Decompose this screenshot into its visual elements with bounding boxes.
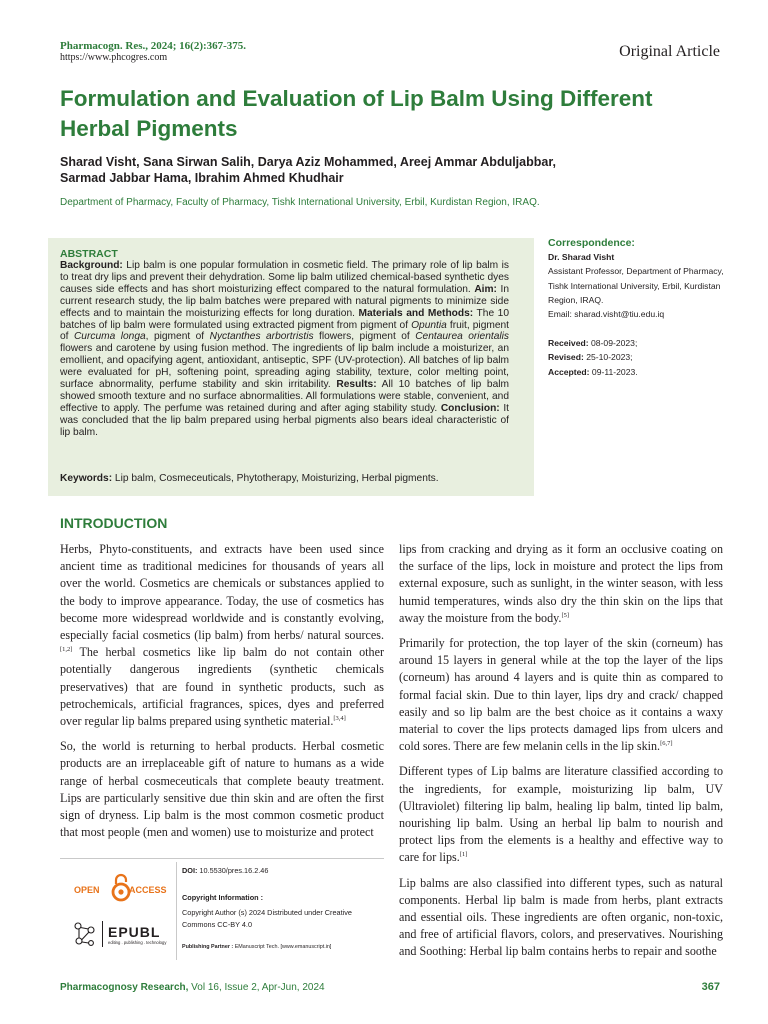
introduction-heading: INTRODUCTION [60, 515, 168, 531]
paragraph [399, 763, 723, 866]
revised-date [548, 350, 738, 364]
species-name: Opuntia [411, 319, 447, 331]
correspondence-position: Assistant Professor, Department of Pharmacy, Tishk International University, Erbil, Kurdistan Region, IRAQ. [548, 266, 724, 305]
background-label: Background: [60, 260, 123, 271]
paragraph [399, 875, 723, 961]
keywords [60, 473, 520, 484]
paragraph-text: Herbs, Phyto-constituents, and extracts have been used since ancient time as traditional medicines for thousands of years all over the world. Cosmetics are chemicals or substances applied to the body to improve appearance. Today, the use of cosmetics has become more widespread worldwide and is constantly evolving, especially facial cosmetics (lip balm) from herbs/ natural sources. [60, 542, 384, 643]
received-date [548, 336, 738, 350]
paragraph-text: The herbal cosmetics like lip balm do not contain other potentially dangerous ingredients (synthetic chemicals preservatives) that are found in synthetic products, such as petrochemicals, artificial fragrances, spices, dyes and preferred over regular lip balms prepared using synthetic material. [60, 645, 384, 729]
paragraph [399, 635, 723, 755]
open-access-label: ACCESS [129, 885, 167, 895]
keywords-text: Lip balm, Cosmeceuticals, Phytotherapy, Moisturizing, Herbal pigments. [112, 473, 439, 484]
paragraph-text: lips from cracking and drying as it form an occlusive coating on the surface of the lips, lock in moisture and protect the lips from external exposure, such as sunlight, in the winter season, with less humid temperatures, winds also dry the thin skin on the lips that away the moisture from the body. [399, 542, 723, 625]
received-value: 08-09-2023; [588, 338, 638, 348]
paragraph-text: Lip balms are also classified into different types, such as natural components. Herbal lip balm is made from herbs, plant extracts and essential oils. These ingredients are often organic, non-toxic, and free of artificial flavors, colors, and preservatives. Nourishing and Soothing: Herbal lip balm contains herbs to repair and soothe [399, 875, 723, 959]
page-footer-journal [60, 982, 325, 993]
paragraph-text: So, the world is returning to herbal products. Herbal cosmetic products are an irreplaceable gift of nature to humans as a wide range of herbal cosmeceuticals that complete beauty treatment. Lips are particularly sensitive due thin skin and are often the first sign of dryness. Lip balm is the most common cosmetic product that most people (men and women) use to moisturize and protect [60, 739, 384, 840]
open-access-label: OPEN [74, 885, 100, 895]
methods-label: Materials and Methods: [358, 307, 474, 319]
methods-text: flowers, pigment of [313, 331, 416, 343]
publisher-value: EManuscript Tech. [www.emanuscript.in] [233, 944, 332, 950]
doi-value[interactable]: 10.5530/pres.16.2.46 [197, 866, 269, 875]
publisher-logo-text: EPUBL [108, 924, 161, 940]
paragraph-text: Primarily for protection, the top layer of the skin (corneum) has around 15 layers in general while at the top the layer of the lips (corneum) has around 4 layers and is quite thin as compared to formal facial skin. Due to thin layer, lips dry and crack/ chapped easily and so lip balm are the best choice as it contains a waxy material to cover the lips protects damaged lips from ulcers and cold sores. There are few melanin cells in the lip skin. [399, 636, 723, 754]
revised-value: 25-10-2023; [583, 352, 633, 363]
doi-label: DOI: [182, 866, 198, 875]
author-line-2: Sarmad Jabbar Hama, Ibrahim Ahmed Khudhair [60, 171, 344, 185]
methods-text: The 10 batches of lip balm were formulated using extracted pigment from pigment of [60, 307, 509, 331]
accepted-label: Accepted: [548, 366, 590, 377]
received-label: Received: [548, 338, 589, 348]
species-name: Nyctanthes arbortristis [209, 331, 314, 343]
correspondence-block [548, 236, 738, 321]
citation-ref[interactable]: [6,7] [660, 740, 673, 748]
citation-ref[interactable]: [3,4] [333, 715, 346, 722]
species-name: Curcuma longa [73, 331, 146, 343]
journal-url[interactable]: https://www.phcogres.com [60, 52, 168, 63]
aim-text: In current research study, the lip balm batches were prepared with natural pigments to minimize side effects and to maintain the moisturizing effects for long duration. [60, 283, 509, 319]
results-label: Results: [336, 379, 377, 391]
footer-journal-name: Pharmacognosy Research, [60, 982, 189, 993]
paragraph [60, 738, 384, 841]
affiliation: Department of Pharmacy, Faculty of Pharmacy, Tishk International University, Erbil, Kurdistan Region, IRAQ. [60, 197, 540, 208]
publisher-tagline: editing . publishing . technology [108, 940, 167, 945]
journal-citation: Pharmacogn. Res., 2024; 16(2):367-375. [60, 40, 247, 52]
article-title: Formulation and Evaluation of Lip Balm Using Different Herbal Pigments [60, 86, 653, 141]
keywords-label: Keywords: [60, 473, 113, 484]
article-type: Original Article [619, 43, 720, 60]
network-icon [73, 920, 97, 948]
paragraph [60, 541, 384, 730]
conclusion-label: Conclusion: [440, 402, 500, 414]
copyright-heading: Copyright Information : [182, 893, 264, 902]
background-text: Lip balm is one popular formulation in cosmetic field. The primary role of lip balm is to treat dry lips and prevent their dehydration. Some lip balm utilized chemical-based synthetic dyes causes side effects and has short moisturizing effect compared to the natural formulation. [60, 260, 509, 295]
page-number: 367 [701, 981, 720, 993]
methods-text: , pigment of [145, 331, 210, 343]
license-divider [176, 862, 177, 960]
article-dates [548, 336, 738, 379]
methods-text: flowers and carotene by using fusion method. The ingredients of lip balm include a moisturizer, an emollient, and opacifying agent, antioxidant, antiseptic, SPF (UV-protection). All batches of lip balm were evaluated for pH, softening point, spreading aging stability, texture, color melting point, surface abnormality, perfume stability and skin irritability. [60, 343, 509, 391]
methods-text: fruit, pigment of [60, 319, 510, 343]
copyright-text: Copyright Author (s) 2024 Distributed under Creative Commons CC-BY 4.0 [182, 908, 352, 929]
conclusion-text: It was concluded that the lip balm prepared using herbal pigments also bears ideal characteristic of lip balm. [60, 402, 509, 438]
accepted-date [548, 365, 738, 379]
body-column-left [60, 541, 384, 849]
revised-label: Revised: [548, 352, 584, 363]
logo-divider [102, 921, 103, 947]
correspondence-email[interactable]: Email: sharad.visht@tiu.edu.iq [548, 309, 665, 320]
correspondence-heading: Correspondence: [548, 237, 635, 249]
author-line-1: Sharad Visht, Sana Sirwan Salih, Darya Aziz Mohammed, Areej Ammar Abduljabbar, [60, 155, 556, 169]
paragraph [399, 541, 723, 627]
author-list [60, 154, 700, 186]
aim-label: Aim: [474, 283, 497, 295]
citation-ref[interactable]: [1] [459, 851, 468, 859]
abstract-body [60, 260, 509, 439]
accepted-value: 09-11-2023. [589, 366, 638, 377]
publishing-partner [182, 944, 331, 950]
body-column-right [399, 541, 723, 969]
results-text: All 10 batches of lip balm showed smooth texture and no surface abnormalities. All formulations were stable, convenient, and effective to apply. The perfume was retained during and after aging stability study. [60, 379, 510, 414]
species-name: Centaurea orientalis [415, 331, 509, 343]
paragraph-text: Different types of Lip balms are literature classified according to the ingredients, for example, moisturizing lip balm, UV (Ultraviolet) filtering lip balm, healing lip balm, tinted lip balm, nourishing lip balm. Using an herbal lip balm to nourish and protect lips from the elements is a healthy and effective way to care for lips. [399, 764, 723, 865]
publisher-label: Publishing Partner : [182, 944, 234, 950]
doi[interactable] [182, 866, 268, 875]
citation-ref[interactable]: [1,2] [60, 646, 73, 654]
citation-ref[interactable]: [5] [561, 611, 570, 619]
correspondence-name: Dr. Sharad Visht [548, 252, 615, 262]
abstract-heading: ABSTRACT [60, 248, 118, 260]
footer-issue: Vol 16, Issue 2, Apr-Jun, 2024 [188, 982, 325, 993]
